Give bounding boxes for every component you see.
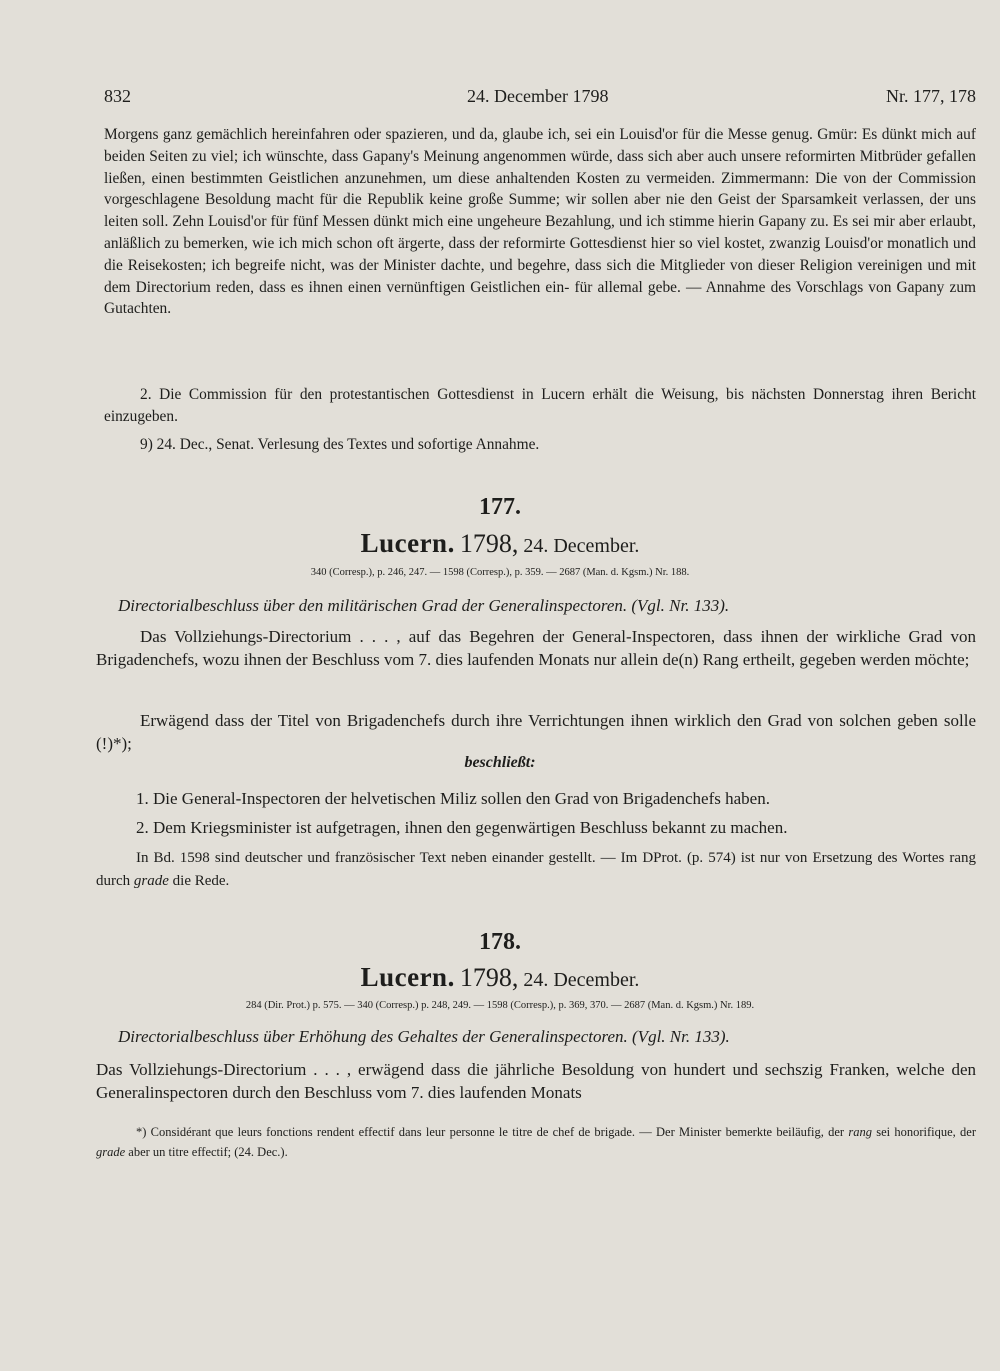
section-number-177: 177.	[479, 494, 521, 520]
note-text-a: In Bd. 1598 sind deutscher und französischer Text neben einander gestellt. — Im DProt. (p. 574) ist nur von Ersetzung des Wortes rang durch	[96, 850, 976, 889]
section-177-city: Lucern.	[360, 528, 455, 558]
paragraph-senate: 9) 24. Dec., Senat. Verlesung des Textes und sofortige Annahme.	[140, 436, 540, 453]
section-178-sources: 284 (Dir. Prot.) p. 575. — 340 (Corresp.) p. 248, 249. — 1598 (Corresp.), p. 369, 370. — 2687 (Man. d. Kgsm.) Nr. 189.	[245, 1000, 755, 1011]
page-number: 832	[104, 86, 131, 106]
section-177-year: 1798,	[459, 529, 519, 558]
section-177-item-1: 1. Die General-Inspectoren der helvetischen Miliz sollen den Grad von Brigadenchefs haben.	[136, 789, 770, 808]
section-177-paragraph-2: Erwägend dass der Titel von Brigadenchefs durch ihre Verrichtungen ihnen wirklich den Grad von solchen geben solle (!)*);	[96, 711, 976, 753]
section-178-heading	[0, 962, 1000, 993]
section-178-year: 1798,	[459, 963, 519, 992]
header-date: 24. December 1798	[467, 86, 609, 106]
section-178-title: Directorialbeschluss über Erhöhung des Gehaltes der Generalinspectoren. (Vgl. Nr. 133).	[118, 1027, 730, 1046]
section-177-date: 24. December.	[523, 535, 640, 557]
section-number-178: 178.	[479, 929, 521, 955]
section-177-paragraph-1: Das Vollziehungs-Directorium . . . , auf das Begehren der General-Inspectoren, dass ihnen der wirkliche Grad von Brigadenchefs, wozu ihnen der Beschluss vom 7. dies laufenden Monats nur allein de(n) Rang ertheilt, gegeben werden möchte;	[96, 627, 976, 669]
note-text-grade: grade	[133, 873, 169, 889]
section-178-paragraph-1: Das Vollziehungs-Directorium . . . , erwägend dass die jährliche Besoldung von hundert und sechszig Franken, welche den Generalinspectoren durch den Beschluss vom 7. dies laufenden Monats	[96, 1060, 976, 1102]
paragraph-debate: Morgens ganz gemächlich hereinfahren oder spazieren, und da, glaube ich, sei ein Louisd'or für die Messe genug. Gmür: Es dünkt mich auf beiden Seiten zu viel; ich wünschte, dass Gapany's Meinung angenommen würde, dass sich aber auch unsere reformirten Mitbrüder gefallen ließen, einen bestimmten Geistlichen anzunehmen, um diese anhaltenden Kosten zu vermeiden. Zimmermann: Die von der Commission vorgeschlagene Besoldung macht für die Republik keine große Summe; wir sollen aber nie den Geist der Sparsamkeit verlassen, der uns leiten soll. Zehn Louisd'or für fünf Messen dünkt mich eine ungeheure Bezahlung, und ich stimme hierin Gapany zu. Es sei mir aber erlaubt, anläßlich zu bemerken, wie ich mich schon oft ärgerte, dass der reformirte Gottesdienst hier so viel kostet, zwanzig Louisd'or monatlich und die Reisekosten; ich begreife nicht, was der Minister dachte, und begehre, dass sich die Mitglieder von dieser Religion vereinigen und mit dem Directorium reden, dass es ihnen einen vernünftigen Geistlichen ein- für allemal gebe. — Annahme des Vorschlags von Gapany zum Gutachten.	[104, 126, 976, 318]
header-numbers: Nr. 177, 178	[886, 86, 976, 106]
section-177-sources: 340 (Corresp.), p. 246, 247. — 1598 (Corresp.), p. 359. — 2687 (Man. d. Kgsm.) Nr. 188.	[310, 567, 690, 578]
section-178-date: 24. December.	[523, 969, 640, 991]
footnote	[96, 1122, 976, 1162]
section-177-heading	[0, 528, 1000, 559]
section-177-editorial-note	[96, 847, 976, 893]
section-177-item-2: 2. Dem Kriegsminister ist aufgetragen, ihnen den gegenwärtigen Beschluss bekannt zu machen.	[136, 818, 788, 837]
footnote-rang: rang	[848, 1125, 872, 1139]
footnote-text-c: aber un titre effectif; (24. Dec.).	[125, 1145, 288, 1159]
section-177-decree-list	[96, 787, 976, 839]
running-header	[104, 86, 976, 112]
section-177-title: Directorialbeschluss über den militärischen Grad der Generalinspectoren. (Vgl. Nr. 133).	[118, 596, 730, 615]
footnote-grade: grade	[96, 1145, 126, 1159]
section-178-city: Lucern.	[360, 962, 455, 992]
section-177-resolves: beschließt:	[464, 754, 536, 771]
footnote-text-a: *) Considérant que leurs fonctions rendent effectif dans leur personne le titre de chef de brigade. — Der Minister bemerkte beiläufig, der	[136, 1125, 849, 1139]
footnote-text-b: sei honorifique, der	[871, 1125, 976, 1139]
paragraph-commission: 2. Die Commission für den protestantischen Gottesdienst in Lucern erhält die Weisung, bis nächsten Donnerstag ihren Bericht einzugeben.	[104, 386, 976, 425]
note-text-b: die Rede.	[168, 873, 230, 889]
